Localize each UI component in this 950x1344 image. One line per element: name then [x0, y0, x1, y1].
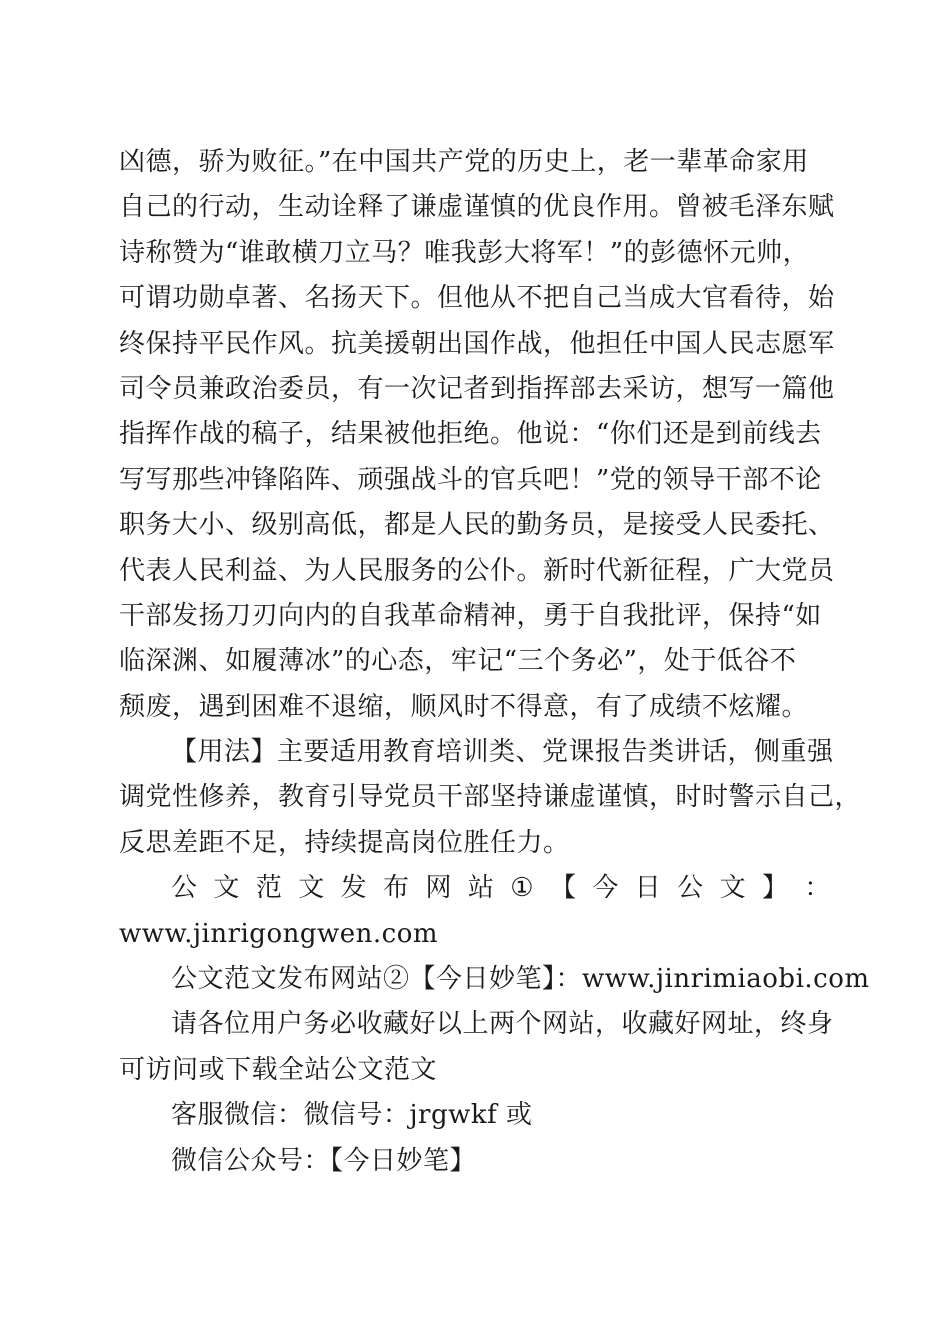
paragraph-line: 临深渊、如履薄冰”的心态，牢记“三个务必”，处于低谷不	[119, 646, 797, 677]
site2-line: 公文范文发布网站②【今日妙笔】：www.jinrimiaobi.com	[171, 964, 870, 995]
service-wechat-line: 客服微信：微信号：jrgwkf 或	[171, 1100, 533, 1131]
paragraph-line: 凶德，骄为败征。”在中国共产党的历史上，老一辈革命家用	[119, 147, 809, 177]
notice-line: 请各位用户务必收藏好以上两个网站，收藏好网址，终身	[171, 1009, 834, 1040]
site1-line	[119, 866, 831, 911]
site1-char: 网	[425, 873, 452, 904]
site1-url[interactable]: www.jinrigongwen.com	[119, 918, 439, 949]
site1-char: ①	[510, 873, 535, 904]
document-body	[119, 140, 870, 1184]
paragraph-line: 指挥作战的稿子，结果被他拒绝。他说：“你们还是到前线去	[119, 419, 822, 450]
site1-char: 公	[677, 873, 704, 904]
wechat-official-account-line: 微信公众号：【今日妙笔】	[171, 1145, 477, 1176]
paragraph-line: 可谓功勋卓著、名扬天下。但他从不把自己当成大官看待，始	[119, 283, 835, 314]
paragraph-line: 职务大小、级别高低，都是人民的勤务员，是接受人民委托、	[119, 510, 835, 541]
paragraph-line: 终保持平民作风。抗美援朝出国作战，他担任中国人民志愿军	[119, 328, 835, 359]
site1-char: ：	[804, 873, 831, 904]
site1-char: 】	[761, 873, 789, 904]
site1-char: 【	[549, 873, 577, 904]
site1-char: 文	[213, 873, 240, 904]
usage-line: 【用法】主要适用教育培训类、党课报告类讲话，侧重强	[171, 737, 834, 768]
site1-char: 文	[719, 873, 747, 904]
site1-char: 公	[171, 873, 198, 904]
site1-char: 文	[298, 873, 325, 904]
site1-char: 站	[467, 873, 495, 904]
paragraph-line: 干部发扬刀刃向内的自我革命精神，勇于自我批评，保持“如	[119, 600, 822, 631]
usage-line: 调党性修养，教育引导党员干部坚持谦虚谨慎，时时警示自己，	[119, 782, 862, 813]
notice-line: 可访问或下载全站公文范文	[119, 1054, 438, 1085]
usage-line: 反思差距不足，持续提高岗位胜任力。	[119, 827, 570, 858]
paragraph-line: 颓废，遇到困难不退缩，顺风时不得意，有了成绩不炫耀。	[119, 691, 809, 722]
paragraph-line: 诗称赞为“谁敢横刀立马？唯我彭大将军！”的彭德怀元帅，	[119, 237, 810, 268]
site1-char: 范	[255, 873, 283, 904]
paragraph-line: 代表人民利益、为人民服务的公仆。新时代新征程，广大党员	[119, 555, 835, 586]
paragraph-line: 司令员兼政治委员，有一次记者到指挥部去采访，想写一篇他	[119, 373, 835, 404]
paragraph-line: 写写那些冲锋陷阵、顽强战斗的官兵吧！”党的领导干部不论	[119, 464, 822, 495]
site1-char: 布	[383, 873, 410, 904]
site1-char: 发	[340, 873, 368, 904]
site1-char: 今	[592, 873, 619, 904]
paragraph-line: 自己的行动，生动诠释了谦虚谨慎的优良作用。曾被毛泽东赋	[119, 192, 835, 223]
site1-char: 日	[634, 873, 662, 904]
